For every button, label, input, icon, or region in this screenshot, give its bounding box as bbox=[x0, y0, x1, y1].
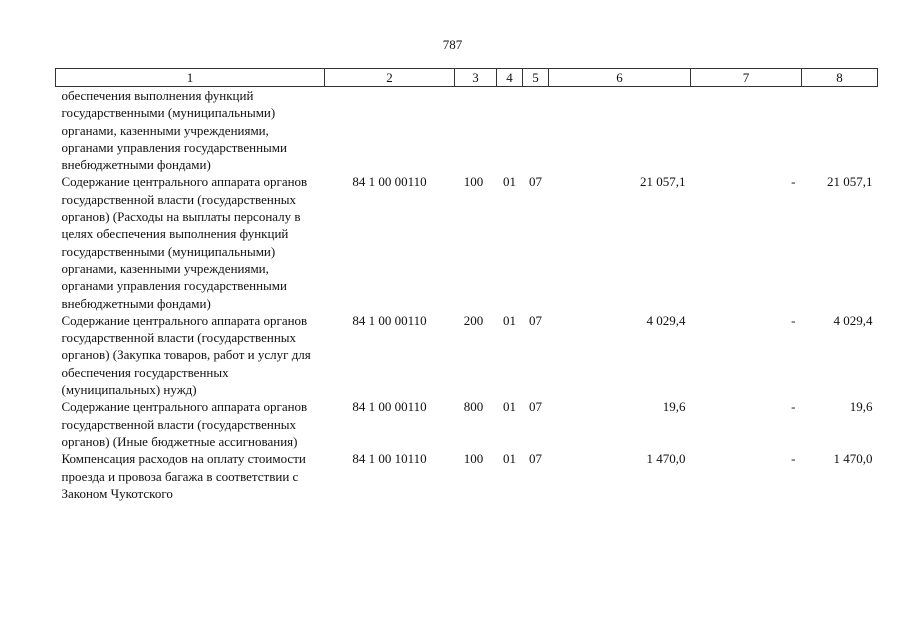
expense-name: Компенсация расходов на оплату стоимости проезда и провоза багажа в соответствии с Законом Чукотского bbox=[61, 451, 306, 501]
budget-table bbox=[55, 68, 878, 502]
subsection-code: 07 bbox=[529, 399, 542, 415]
column-header: 4 bbox=[497, 69, 523, 87]
amount-col6: 21 057,1 bbox=[640, 174, 686, 190]
subsection-code: 07 bbox=[529, 174, 542, 190]
amount-col8 bbox=[802, 87, 878, 174]
expense-name: Содержание центрального аппарата органов государственной власти (государственных органов) (Иные бюджетные ассигнования) bbox=[61, 399, 308, 449]
target-article-code bbox=[325, 87, 455, 174]
amount-col8: 1 470,0 bbox=[833, 451, 873, 467]
target-article-code: 84 1 00 10110 bbox=[352, 451, 427, 467]
amount-col6: 4 029,4 bbox=[646, 312, 686, 328]
subsection-code: 07 bbox=[529, 312, 542, 328]
amount-col8: 4 029,4 bbox=[833, 312, 873, 328]
amount-col8: 21 057,1 bbox=[827, 174, 873, 190]
subsection-code: 07 bbox=[529, 451, 542, 467]
expense-type-code bbox=[455, 87, 497, 174]
amount-col6 bbox=[549, 87, 691, 174]
column-header: 7 bbox=[691, 69, 802, 87]
table-row bbox=[56, 450, 878, 502]
subsection-code bbox=[523, 87, 549, 174]
target-article-code: 84 1 00 00110 bbox=[352, 399, 427, 415]
amount-col7: - bbox=[791, 399, 796, 415]
expense-type-code: 100 bbox=[463, 451, 484, 467]
amount-col6: 19,6 bbox=[662, 399, 686, 415]
section-code: 01 bbox=[503, 312, 516, 328]
amount-col7: - bbox=[791, 312, 796, 328]
section-code: 01 bbox=[503, 174, 516, 190]
table-header-row bbox=[56, 69, 878, 87]
expense-name: Содержание центрального аппарата органов государственной власти (государственных органов) (Расходы на выплаты персоналу в целях обеспечения выполнения функций государственными (муниципальными) органами, казенными учреждениями, органами управления государственными внебюджетными фондами) bbox=[61, 174, 308, 311]
page-number: 787 bbox=[442, 37, 463, 52]
table-row bbox=[56, 173, 878, 311]
expense-name: Содержание центрального аппарата органов государственной власти (государственных органов) (Закупка товаров, работ и услуг для обеспечения государственных (муниципальных) нужд) bbox=[61, 312, 311, 398]
column-header: 6 bbox=[549, 69, 691, 87]
column-header: 2 bbox=[325, 69, 455, 87]
amount-col7: - bbox=[791, 451, 796, 467]
amount-col6: 1 470,0 bbox=[646, 451, 686, 467]
column-header: 3 bbox=[455, 69, 497, 87]
expense-type-code: 100 bbox=[463, 174, 484, 190]
amount-col7: - bbox=[791, 174, 796, 190]
expense-name: обеспечения выполнения функций государственными (муниципальными) органами, казенными учреждениями, органами управления государственными внебюджетными фондами) bbox=[61, 88, 287, 173]
section-code: 01 bbox=[503, 399, 516, 415]
expense-type-code: 800 bbox=[463, 399, 484, 415]
table-row bbox=[56, 398, 878, 450]
target-article-code: 84 1 00 00110 bbox=[352, 312, 427, 328]
table-row bbox=[56, 87, 878, 174]
target-article-code: 84 1 00 00110 bbox=[352, 174, 427, 190]
column-header: 5 bbox=[523, 69, 549, 87]
column-header: 8 bbox=[802, 69, 878, 87]
amount-col8: 19,6 bbox=[849, 399, 873, 415]
expense-type-code: 200 bbox=[463, 312, 484, 328]
amount-col7 bbox=[691, 87, 802, 174]
table-row bbox=[56, 312, 878, 398]
section-code bbox=[497, 87, 523, 174]
column-header: 1 bbox=[56, 69, 325, 87]
section-code: 01 bbox=[503, 451, 516, 467]
